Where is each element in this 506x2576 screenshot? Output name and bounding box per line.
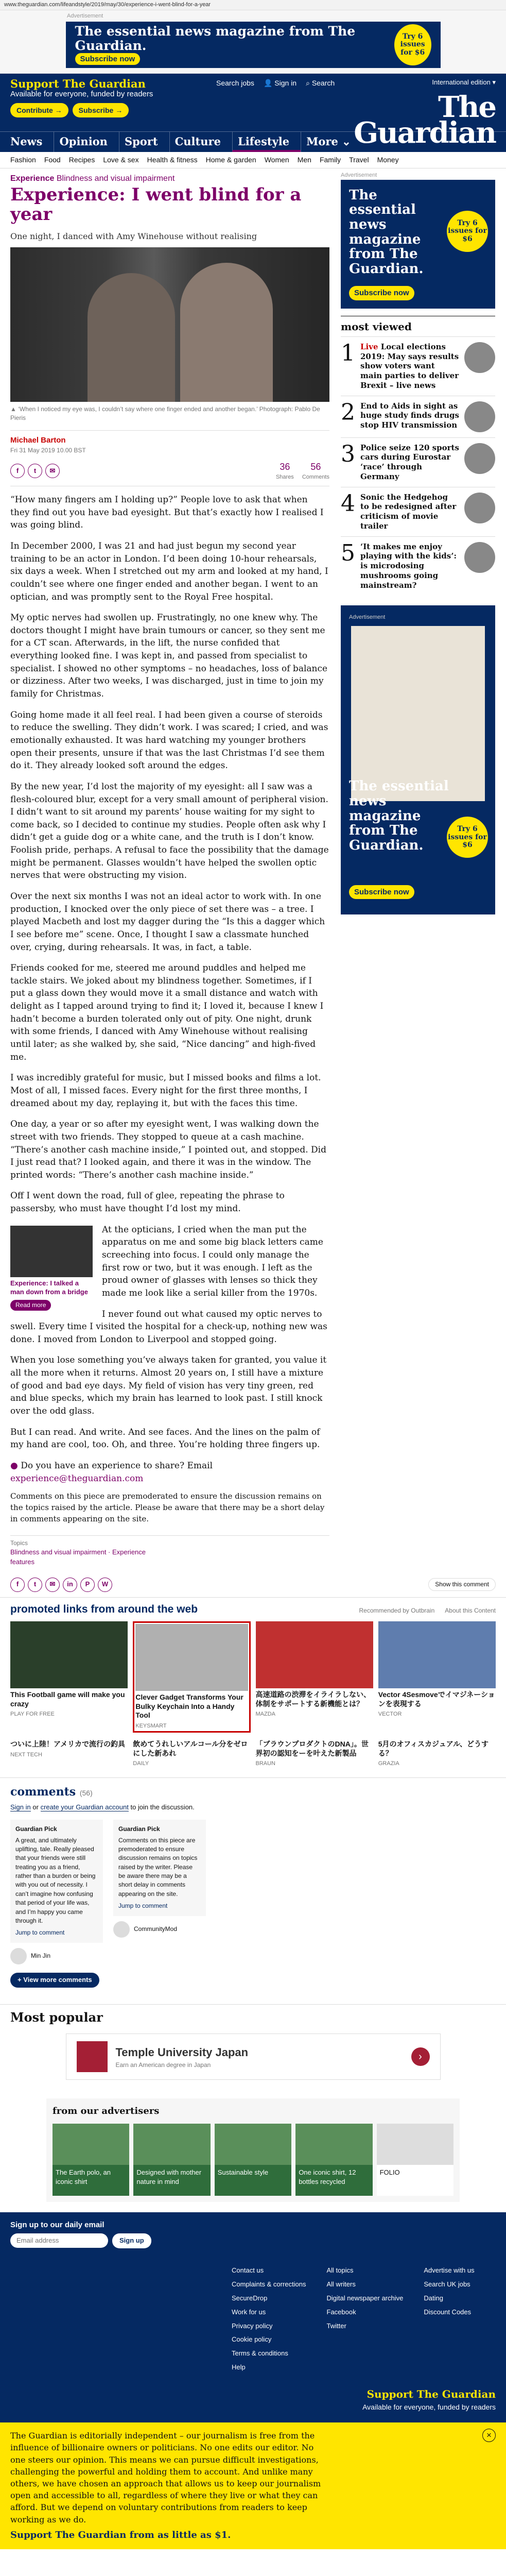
topic-features[interactable]: features xyxy=(10,1557,34,1566)
paragraph: But I can read. And write. And see faces. And the lines on the palm of my hand are cool, too. Oh, and three. You’re holding three fingers up. xyxy=(10,1427,320,1450)
subnav-men[interactable]: Men xyxy=(297,156,311,164)
contribution-banner xyxy=(0,2422,506,2549)
subnav-love-sex[interactable]: Love & sex xyxy=(103,156,139,164)
pillar-news[interactable]: News xyxy=(10,134,43,148)
top-ad-banner[interactable] xyxy=(66,22,441,68)
share-count: 36 Shares xyxy=(275,462,294,481)
url-text: www.theguardian.com/lifeandstyle/2019/may/30/experience-i-went-blind-for-a-year xyxy=(4,1,211,8)
bullet-icon: ● xyxy=(10,1460,21,1471)
support-title: Support The Guardian xyxy=(10,77,146,90)
promoted-card[interactable]: 「ブラウンプロダクトのDNA」。世界初の認知をーを叶えた新製品 BRAUN xyxy=(255,1740,369,1767)
thumbnail xyxy=(464,493,495,523)
subnav-travel[interactable]: Travel xyxy=(349,156,369,164)
pillar-opinion[interactable]: Opinion xyxy=(54,132,118,152)
subnav-health[interactable]: Health & fitness xyxy=(147,156,198,164)
comments-note: Comments on this piece are premoderated to ensure the discussion remains on the topics raised by the article. Please be aware that there may be a short delay in comments appearing on the site. xyxy=(10,1492,325,1523)
hero-caption: ▲ ‘When I noticed my eye was, I couldn’t say where one finger ended and another began.’ Photograph: Pablo De Pieris xyxy=(10,402,329,431)
experience-cta: ● Do you have an experience to share? Email experience@theguardian.com xyxy=(10,1460,213,1484)
browser-url-bar[interactable] xyxy=(0,0,506,10)
hero-image xyxy=(10,247,329,402)
related-title: Experience: I talked a man down from a bridge xyxy=(10,1279,88,1296)
right-column xyxy=(341,168,495,1567)
most-viewed-item[interactable]: 2 End to Aids in sight as huge study finds drugs stop HIV transmission xyxy=(341,396,495,437)
kicker xyxy=(10,173,329,184)
thumbnail xyxy=(464,342,495,373)
footer-links xyxy=(0,2256,506,2387)
signup-title: Sign up to our daily email xyxy=(10,2220,104,2229)
sign-in-link[interactable]: 👤 Sign in xyxy=(263,78,297,87)
most-popular xyxy=(0,2004,506,2092)
card-image xyxy=(133,2124,210,2165)
email-icon[interactable]: ✉ xyxy=(45,464,60,478)
top-ad-cta[interactable]: Subscribe now xyxy=(75,53,141,65)
advertiser-card[interactable]: Sustainable style xyxy=(215,2124,291,2196)
linkedin-icon[interactable]: in xyxy=(63,1578,77,1592)
promoted-cards xyxy=(0,1621,506,1733)
related-image xyxy=(10,1226,93,1277)
footer-link[interactable]: Discount Codes xyxy=(424,2308,472,2316)
chevron-down-icon: ⌄ xyxy=(342,134,351,148)
magazine-cover xyxy=(351,626,485,801)
ad-label: Advertisement xyxy=(341,172,377,178)
counts xyxy=(276,460,329,482)
support-subtitle: Available for everyone, funded by readers xyxy=(10,90,153,99)
footer-link[interactable]: Help xyxy=(232,2363,246,2371)
topic-links[interactable]: Blindness and visual impairment · Experience xyxy=(10,1548,146,1556)
commenter[interactable]: Min Jin xyxy=(10,1948,103,1964)
byline[interactable]: Michael Barton xyxy=(10,435,66,445)
paragraph: I never found out what caused my optic nerves to swell. Every time I visited the hospital for a check-up, nothing new was done. I moved from London to Liverpool and stopped going. xyxy=(10,1309,327,1345)
commenter[interactable]: CommunityMod xyxy=(113,1921,206,1938)
pick-card: Guardian Pick A great, and ultimately uplifting, tale. Really pleased that your friends were still treating you as a friend, rather than a burden or being with you out of necessity. I can’t imagine how confusing that period of your life was, and I’m happy you came through it. Jump to comment xyxy=(10,1820,103,1943)
promoted-title: promoted links from around the web xyxy=(10,1603,198,1615)
create-account-link[interactable]: create your Guardian account xyxy=(40,1803,129,1811)
contribute-button[interactable]: Contribute → xyxy=(10,103,68,117)
right-ad-offer: Try 6 issues for $6 xyxy=(447,211,488,252)
banner-text: The Guardian is editorially independent – our journalism is free from the influence of billionaire owners or politicians. No one edits our editor. No one steers our opinion. This means we can pursue difficult investigations, challenging the powerful and holding them to account. And unlike many others, we have chosen an approach that allows us to keep our journalism open and accessible to all, regardless of where they live or what they can afford. But we depend on voluntary contributions from readers to keep working as we do. xyxy=(10,2431,321,2524)
twitter-icon[interactable]: t xyxy=(28,464,42,478)
card-image xyxy=(10,1621,128,1688)
user-icon: 👤 xyxy=(263,78,275,87)
footer-link[interactable]: Complaints & corrections xyxy=(232,2280,306,2288)
subscribe-button[interactable]: Subscribe → xyxy=(73,103,129,117)
view-more-comments-button[interactable]: + View more comments xyxy=(10,1973,99,1988)
card-image xyxy=(378,1621,496,1688)
pillar-more[interactable]: More ⌄ xyxy=(301,132,362,152)
footer-support-sub: Available for everyone, funded by readers xyxy=(362,2402,496,2411)
footer-link[interactable]: Work for us xyxy=(232,2308,266,2316)
footer-support-title: Support The Guardian xyxy=(367,2387,496,2400)
tall-ad-title: The essential news magazine from The Guardian. xyxy=(349,778,449,853)
subnav xyxy=(0,152,506,168)
whatsapp-icon[interactable]: W xyxy=(98,1578,112,1592)
related-inline[interactable] xyxy=(10,1226,93,1311)
from-advertisers xyxy=(46,2098,460,2201)
ad-label: Advertisement xyxy=(349,614,386,621)
advertisers-title: from our advertisers xyxy=(53,2106,160,2117)
facebook-icon[interactable]: f xyxy=(10,1578,25,1592)
footer-link[interactable]: Terms & conditions xyxy=(232,2349,288,2358)
footer-link[interactable]: SecureDrop xyxy=(232,2294,268,2302)
headline: Experience: I went blind for a year xyxy=(10,184,302,225)
advertiser-card[interactable]: The Earth polo, an iconic shirt xyxy=(53,2124,129,2196)
most-viewed-item[interactable]: 4 Sonic the Hedgehog to be redesigned after criticism of movie trailer xyxy=(341,487,495,536)
jump-to-comment-link[interactable]: Jump to comment xyxy=(15,1929,65,1937)
footer-link[interactable]: Digital newspaper archive xyxy=(326,2294,404,2302)
show-comment-button[interactable]: Show this comment xyxy=(428,1578,496,1591)
right-ad[interactable] xyxy=(341,172,495,309)
paragraph: When you lose something you’ve always taken for granted, you value it all the more when it returns. Almost 20 years on, I still have a mixture of good and bad eye days. My field of vision has very tiny green, red and blue specks, which my brain has learned to look past. I still knock over the odd glass. xyxy=(10,1355,327,1417)
search-link[interactable]: ⌕ Search xyxy=(306,78,335,87)
thumbnail xyxy=(464,542,495,573)
promoted-card[interactable]: ついに上陸！アメリカで流行の釣具 NEXT TECH xyxy=(10,1740,126,1758)
most-viewed-item[interactable]: 5 ‘It makes me enjoy playing with the kids’: is microdosing mushrooms going mainstream? xyxy=(341,536,495,596)
top-ad-title: The essential news magazine from The Guardian. xyxy=(75,24,356,53)
footer-link[interactable]: All topics xyxy=(326,2266,354,2275)
camera-icon: ▲ xyxy=(10,405,19,413)
subnav-fashion[interactable]: Fashion xyxy=(10,156,36,164)
pick-card: Guardian Pick Comments on this piece are premoderated to ensure discussion remains on topics raised by the writer. Please be aware there may be a short delay in comments appearing on the site. Jump to comment xyxy=(113,1820,206,1916)
footer-share-bar xyxy=(0,1567,506,1597)
read-more-button[interactable]: Read more xyxy=(10,1300,51,1311)
footer-link[interactable]: Contact us xyxy=(232,2266,264,2275)
edition-selector[interactable]: International edition ▾ xyxy=(432,78,496,86)
most-viewed-title: most viewed xyxy=(341,316,495,334)
jump-to-comment-link[interactable]: Jump to comment xyxy=(118,1902,168,1910)
tall-ad-offer: Try 6 issues for $6 xyxy=(447,817,488,858)
promoted-card[interactable]: Vector 4Sesmoveでイマジネーションを表現する VECTOR xyxy=(378,1621,496,1733)
card-image xyxy=(135,1624,248,1691)
guardian-logo[interactable]: The Guardian xyxy=(354,90,496,150)
twitter-icon[interactable]: t xyxy=(28,1578,42,1592)
footer-link[interactable]: Twitter xyxy=(326,2321,346,2330)
signup-button[interactable]: Sign up xyxy=(112,2233,151,2248)
pick-item xyxy=(113,1820,206,1964)
topics xyxy=(10,1535,329,1567)
topics-label: Topics xyxy=(10,1539,28,1547)
footer-link[interactable]: Dating xyxy=(424,2294,443,2302)
avatar xyxy=(10,1948,27,1964)
arrow-right-icon[interactable]: › xyxy=(411,2047,430,2066)
subnav-recipes[interactable]: Recipes xyxy=(68,156,95,164)
most-popular-title: Most popular xyxy=(10,2009,103,2025)
card-image xyxy=(215,2124,291,2165)
footer-link[interactable]: Search UK jobs xyxy=(424,2280,470,2288)
footer-link[interactable]: Privacy policy xyxy=(232,2321,273,2330)
email-signup xyxy=(0,2212,506,2256)
search-icon: ⌕ xyxy=(306,78,312,87)
footer-link[interactable]: Facebook xyxy=(326,2308,356,2316)
paragraph: By the new year, I’d lost the majority of my eyesight: all I saw was a flesh-coloured blur, except for a very small amount of peripheral vision. I didn’t want to sit around my parents’ house waiting for my sight to come back, so I decided to continue my studies. People often ask why I didn’t get a guide dog or a white cane, and the truth is I don’t know. Foolish pride, perhaps. A refusal to face the possibility that the damage might be permanent. Glasses wouldn’t have helped the swollen optic nerves that were obstructing my vision. xyxy=(10,781,329,881)
paragraph: Over the next six months I was not an ideal actor to work with. In one production, I knocked over the only piece of set there was – a tree. I played Macbeth and lost my dagger during the “Is this a dagger which I see before me” scene. Once, I thought I saw a classmate hunched over, crying, during rehearsals. It was, in fact, a table. xyxy=(10,891,325,953)
promoted-header xyxy=(0,1597,506,1621)
footer-support xyxy=(0,2387,506,2422)
facebook-icon[interactable]: f xyxy=(10,464,25,478)
article-body xyxy=(10,494,329,1451)
footer-link[interactable]: Cookie policy xyxy=(232,2335,272,2344)
most-viewed xyxy=(341,316,495,596)
advertiser-card[interactable]: FOLIO xyxy=(377,2124,453,2196)
promoted-card[interactable]: 5月のオフィスカジュアル、どうする？ GRAZIA xyxy=(378,1740,489,1767)
paragraph: Friends cooked for me, steered me around puddles and helped me tackle stairs. We joked about my blindness together. Sometimes, if I put a glass down they would move it a small distance and watch with delight as I tapped around trying to find it; I loved it, because I knew I hadn’t become a burden tolerated only out of pity. One night, drunk with some friends, I danced with Amy Winehouse without realising until later; as she walked by, she said, “Nice dancing” and high-fived me. xyxy=(10,963,324,1062)
pillar-lifestyle[interactable]: Lifestyle xyxy=(232,132,301,152)
tall-ad[interactable] xyxy=(341,605,495,914)
subnav-home-garden[interactable]: Home & garden xyxy=(205,156,256,164)
email-field[interactable]: Email address xyxy=(10,2233,108,2248)
promoted-card[interactable]: This Football game will make you crazy PLAY FOR FREE xyxy=(10,1621,128,1733)
paragraph: Off I went down the road, full of glee, repeating the phrase to passersby, who must have thought I’d lost my mind. xyxy=(10,1191,285,1214)
avatar xyxy=(113,1921,130,1938)
article-main xyxy=(10,168,329,1567)
subnav-money[interactable]: Money xyxy=(377,156,399,164)
comment-count[interactable]: 56 Comments xyxy=(302,462,329,481)
plus-icon: + xyxy=(18,1975,24,1984)
ad-label: Advertisement xyxy=(67,13,103,19)
share-bar xyxy=(10,460,329,486)
subnav-family[interactable]: Family xyxy=(319,156,341,164)
pick-item xyxy=(10,1820,103,1964)
standfirst: One night, I danced with Amy Winehouse without realising xyxy=(10,231,257,241)
kicker-section[interactable]: Experience xyxy=(10,174,55,183)
top-ad-offer: Try 6 issues for $6 xyxy=(394,24,431,65)
advertiser-card[interactable]: Designed with mother nature in mind xyxy=(133,2124,210,2196)
subnav-women[interactable]: Women xyxy=(264,156,289,164)
card-image xyxy=(295,2124,372,2165)
temple-logo xyxy=(77,2041,108,2072)
thumbnail xyxy=(464,443,495,474)
promoted-card[interactable]: 高速道路の渋滞をイライラしない、体制をサポートする新機能とは？ MAZDA xyxy=(256,1621,373,1733)
right-ad-cta[interactable]: Subscribe now xyxy=(349,286,414,300)
subnav-food[interactable]: Food xyxy=(44,156,61,164)
paragraph: “How many fingers am I holding up?” People love to ask that when they find out you have bad eyesight. But that’s exactly how I realised I was going blind. xyxy=(10,495,324,531)
right-ad-title: The essential news magazine from The Guardian. xyxy=(349,187,424,277)
email-icon[interactable]: ✉ xyxy=(45,1578,60,1592)
outbrain-link[interactable]: Recommended by Outbrain xyxy=(359,1606,435,1614)
promoted-card[interactable]: Clever Gadget Transforms Your Bulky Keychain Into a Handy Tool KEYSMART xyxy=(133,1621,250,1733)
comments-title: comments (56) xyxy=(10,1785,93,1799)
search-jobs-link[interactable]: Search jobs xyxy=(216,78,254,87)
advertiser-card[interactable]: One iconic shirt, 12 bottles recycled xyxy=(295,2124,372,2196)
dateline: Fri 31 May 2019 10.00 BST xyxy=(10,446,86,454)
kicker-series[interactable]: Blindness and visual impairment xyxy=(56,174,175,183)
paragraph: My optic nerves had swollen up. Frustratingly, no one knew why. The doctors thought I might have brain tumours or cancer, so they sent me for a CT scan. Afterwards, in the lift, the nurse confided that everything looked fine. I was kept in, and passed from specialist to specialist. I showed no other symptoms – no headaches, loss of balance or dizziness. After two weeks, I was discharged, just in time to join my family for Christmas. xyxy=(10,613,328,700)
support-box xyxy=(10,78,153,117)
card-image xyxy=(53,2124,129,2165)
about-content-link[interactable]: About this Content xyxy=(445,1606,496,1614)
temple-ad[interactable]: Temple University Japan Earn an American degree in Japan › xyxy=(66,2033,441,2080)
paragraph: In December 2000, I was 21 and had just begun my second year training to be an actor in London. I’d been doing 10-hour rehearsals, six days a week. When I stretched out my arm and looked at my hand, I couldn’t see where one finger ended and another began. I went to an optician, and was promptly sent to the Royal Free hospital. xyxy=(10,540,328,602)
footer-link[interactable]: Advertise with us xyxy=(424,2266,475,2275)
close-icon[interactable]: × xyxy=(482,2429,496,2442)
card-image xyxy=(256,1621,373,1688)
most-viewed-item[interactable]: 1 Live Local elections 2019: May says results show voters want main parties to deliver Brexit – live news xyxy=(341,336,495,396)
comments-sign-in-link[interactable]: Sign in xyxy=(10,1803,31,1811)
top-ad-slot xyxy=(0,10,506,74)
promoted-card[interactable]: 飲めてうれしいアルコール分をゼロにした新あれ DAILY xyxy=(133,1740,248,1767)
paragraph: At the opticians, I cried when the man put the apparatus on me and some big black letters came screeching into focus. I could only manage the first row or two, but it was enough. I left as the proud owner of glasses with lenses so thick they made me look like a serial killer from the 1970s. xyxy=(102,1224,323,1298)
pillar-culture[interactable]: Culture xyxy=(169,132,232,152)
most-viewed-item[interactable]: 3 Police seize 120 sports cars during Eurostar ‘race’ through Germany xyxy=(341,437,495,487)
tall-ad-cta[interactable]: Subscribe now xyxy=(349,885,414,900)
sign-in-prompt: Sign in or create your Guardian account to join the discussion. xyxy=(10,1803,195,1811)
promoted-cards-text xyxy=(0,1738,506,1768)
article-layout xyxy=(0,168,506,1567)
thumbnail xyxy=(464,401,495,432)
paragraph: One day, a year or so after my eyesight went, I was walking down the street with two friends. They stopped to queue at a cash machine. “There’s another cash machine inside,” I pointed out, and stopped. Did I just read that? I looked again, and there it was in the window. The printed words: “There’s another cash machine inside.” xyxy=(10,1119,326,1180)
paragraph: I was incredibly grateful for music, but I missed books and films a lot. Most of all, I missed faces. Every night for the first three months, I dreamed about my day, replaying it, but with the faces this time. xyxy=(10,1073,321,1109)
card-image xyxy=(377,2124,453,2165)
experience-email-link[interactable]: experience@theguardian.com xyxy=(10,1473,144,1484)
banner-cta[interactable]: Support The Guardian from as little as $1. xyxy=(10,2529,231,2540)
comments-section xyxy=(0,1777,506,1993)
pinterest-icon[interactable]: P xyxy=(80,1578,95,1592)
guardian-picks xyxy=(10,1820,496,1964)
pillar-sport[interactable]: Sport xyxy=(119,132,169,152)
footer-link[interactable]: All writers xyxy=(326,2280,356,2288)
paragraph: Going home made it all feel real. I had been given a course of steroids to reduce the swelling. They didn’t work. I was scared; I cried, and was emotionally exhausted. It was hard watching my younger brothers open their presents, unsure if that was the last Christmas I’d see them do it. They already looked soft around the edges. xyxy=(10,709,328,771)
top-links xyxy=(216,78,335,88)
